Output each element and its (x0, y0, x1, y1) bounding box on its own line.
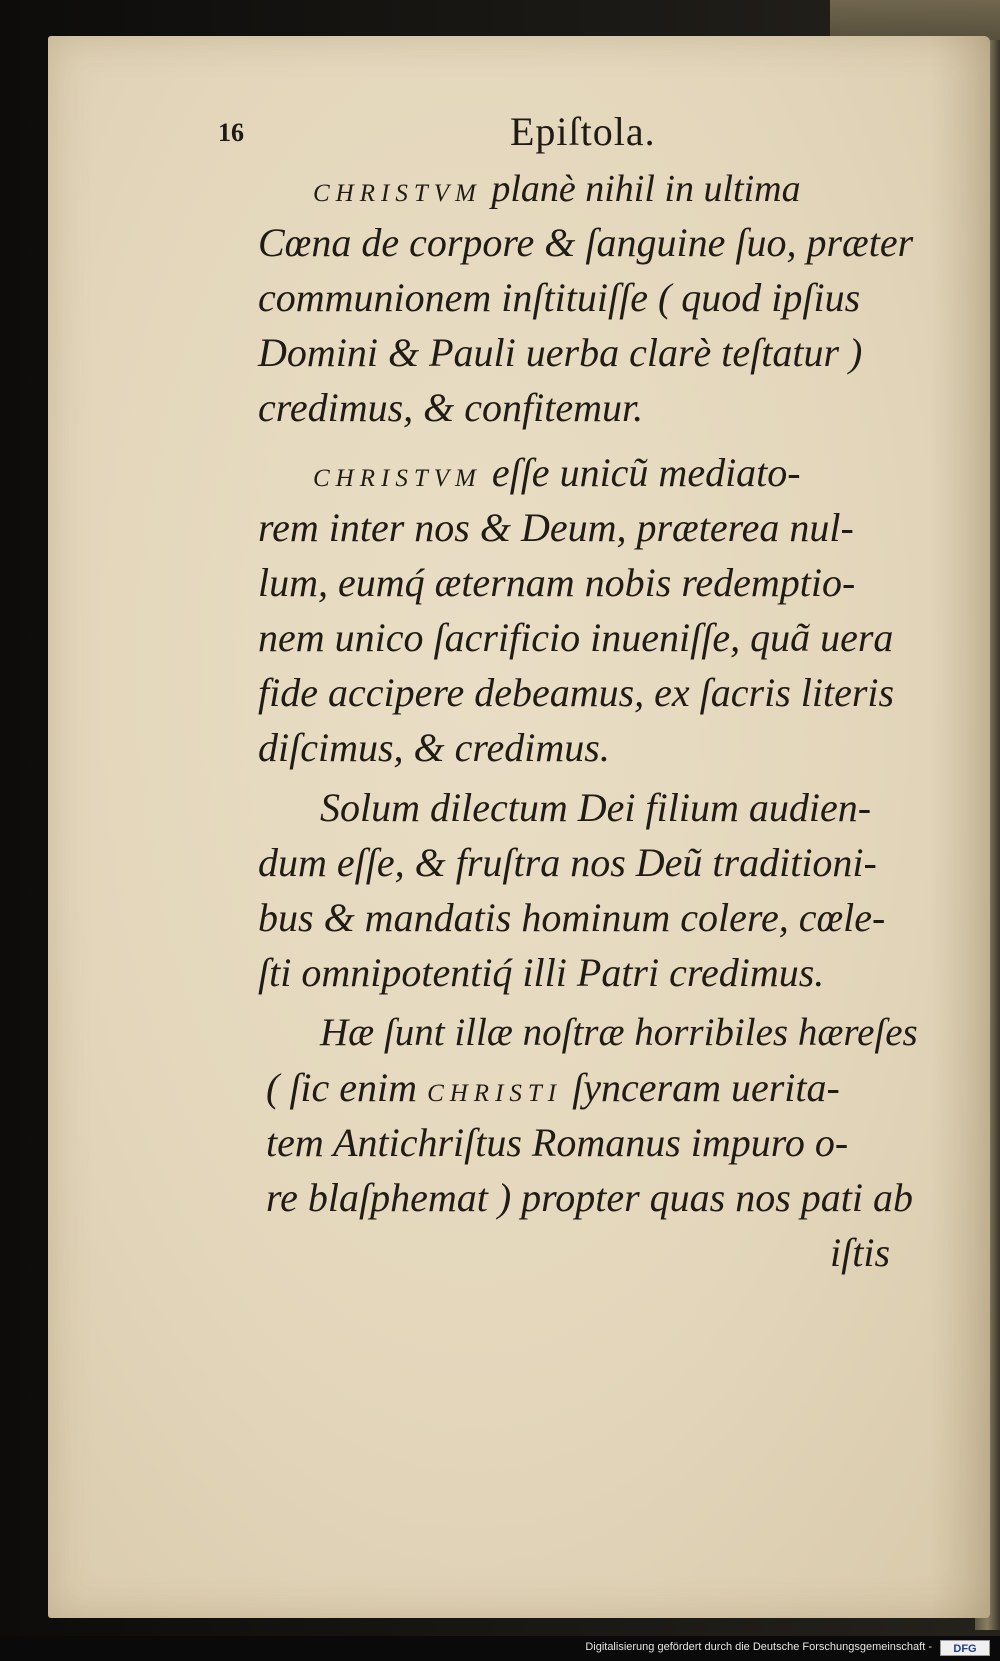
text-line-11: diſcimus, & credimus. (258, 725, 610, 770)
text-line-6: CHRISTVM eſſe unicũ mediato- (313, 450, 801, 495)
text-line-5: credimus, & confitemur. (258, 385, 644, 430)
text-line-14: bus & mandatis hominum colere, cœle- (258, 895, 886, 940)
text-line-17: ( ſic enim CHRISTI ſynceram uerita- (266, 1065, 840, 1110)
text-line-18: tem Antichriſtus Romanus impuro o- (266, 1120, 849, 1165)
page-number: 16 (218, 118, 244, 147)
text-line-19: re blaſphemat ) propter quas nos pati ab (266, 1175, 914, 1220)
small-caps-word: CHRISTVM (313, 180, 482, 207)
small-caps-word: CHRISTI (427, 1080, 563, 1107)
text-line-3: communionem inſtituiſſe ( quod ipſius (258, 275, 861, 320)
text-line-7: rem inter nos & Deum, præterea nul- (258, 505, 854, 550)
running-head: Epiſtola. (510, 109, 656, 154)
dfg-logo: DFG (940, 1640, 990, 1656)
text-line-4: Domini & Pauli uerba clarè teſtatur ) (258, 330, 863, 375)
text-line-8: lum, eumq́ æternam nobis redemptio- (258, 560, 856, 605)
text-line-15: ſti omnipotentiq́ illi Patri credimus. (258, 950, 825, 995)
small-caps-word: CHRISTVM (313, 465, 482, 492)
catchword: iſtis (830, 1230, 891, 1275)
text-line-10: fide accipere debeamus, ex ſacris literis (258, 670, 895, 715)
digitization-credit: Digitalisierung gefördert durch die Deutsche Forschungsgemeinschaft - (585, 1641, 932, 1653)
text-line-1: CHRISTVM planè nihil in ultima (313, 168, 801, 210)
text-line-16: Hæ ſunt illæ noſtræ horribiles hæreſes (320, 1011, 918, 1054)
text-line-12: Solum dilectum Dei filium audien- (320, 785, 872, 830)
text-line-9: nem unico ſacrificio inueniſſe, quã uera (258, 615, 894, 660)
text-line-13: dum eſſe, & fruſtra nos Deũ traditioni- (258, 840, 877, 885)
text-line-2: Cœna de corpore & ſanguine ſuo, præter (258, 220, 914, 265)
